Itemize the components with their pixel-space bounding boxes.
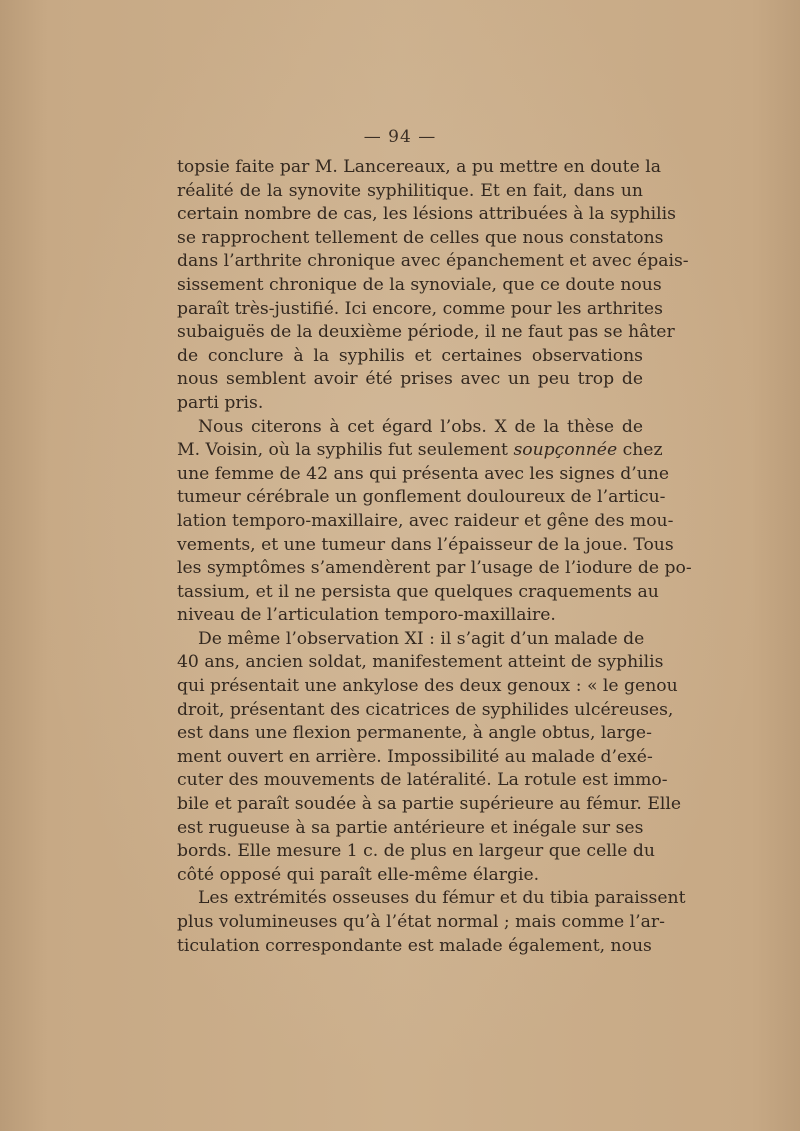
text-line: De même l’observation XI : il s’agit d’un malade de xyxy=(198,628,645,649)
text-line: Les extrémités osseuses du fémur et du tibia paraissent xyxy=(198,888,686,909)
text-line: niveau de l’articulation temporo-maxillaire. xyxy=(177,605,556,626)
text-line: sissement chronique de la synoviale, que ce doute nous xyxy=(177,274,662,295)
text-segment: M. Voisin, où la syphilis fut seulement xyxy=(177,440,508,461)
text-line: qui présentait une ankylose des deux genoux : « le genou xyxy=(177,676,678,697)
text-line: les symptômes s’amendèrent par l’usage de l’iodure de po- xyxy=(177,558,692,579)
text-line: topsie faite par M. Lancereaux, a pu mettre en doute la xyxy=(177,157,661,177)
text-line: bile et paraît soudée à sa partie supérieure au fémur. Elle xyxy=(177,794,682,815)
text-line: paraît très-justifié. Ici encore, comme pour les arthrites xyxy=(177,298,663,319)
text-line: nous semblent avoir été prises avec un peu trop de xyxy=(177,369,643,390)
text-line: 40 ans, ancien soldat, manifestement atteint de syphilis xyxy=(177,652,664,673)
text-line: bords. Elle mesure 1 c. de plus en largeur que celle du xyxy=(177,841,655,862)
text-line-mixed xyxy=(177,439,663,463)
text-line: cuter des mouvements de latéralité. La rotule est immo- xyxy=(177,770,668,791)
body-text xyxy=(177,156,692,958)
text-line: ment ouvert en arrière. Impossibilité au malade d’exé- xyxy=(177,746,653,767)
text-line: ticulation correspondante est malade également, nous xyxy=(177,935,652,956)
text-line: tumeur cérébrale un gonflement douloureux de l’articu- xyxy=(177,487,666,508)
text-line: certain nombre de cas, les lésions attribuées à la syphilis xyxy=(177,204,676,225)
text-line: tassium, et il ne persista que quelques craquements au xyxy=(177,581,659,602)
text-line: plus volumineuses qu’à l’état normal ; mais comme l’ar- xyxy=(177,912,665,932)
text-line: est rugueuse à sa partie antérieure et inégale sur ses xyxy=(177,817,644,838)
text-line: lation temporo-maxillaire, avec raideur et gêne des mou- xyxy=(177,510,674,531)
text-line: de conclure à la syphilis et certaines observations xyxy=(177,345,643,366)
text-line: est dans une flexion permanente, à angle obtus, large- xyxy=(177,723,652,744)
text-line: droit, présentant des cicatrices de syphilides ulcéreuses, xyxy=(177,699,674,720)
text-line: côté opposé qui paraît elle-même élargie. xyxy=(177,864,540,885)
text-line: vements, et une tumeur dans l’épaisseur de la joue. Tous xyxy=(177,534,674,555)
text-line: dans l’arthrite chronique avec épanchement et avec épais- xyxy=(177,251,689,272)
text-line: subaiguës de la deuxième période, il ne faut pas se hâter xyxy=(177,322,675,343)
text-line: parti pris. xyxy=(177,392,264,413)
text-segment: chez xyxy=(622,440,663,461)
text-line: se rapprochent tellement de celles que nous constatons xyxy=(177,227,664,248)
text-line: réalité de la synovite syphilitique. Et en fait, dans un xyxy=(177,180,643,201)
page-number: — 94 — xyxy=(363,127,437,147)
emphasis-text: soupçonnée xyxy=(513,440,618,461)
text-line: une femme de 42 ans qui présenta avec les signes d’une xyxy=(177,463,670,484)
text-line: Nous citerons à cet égard l’obs. X de la thèse de xyxy=(198,416,643,437)
